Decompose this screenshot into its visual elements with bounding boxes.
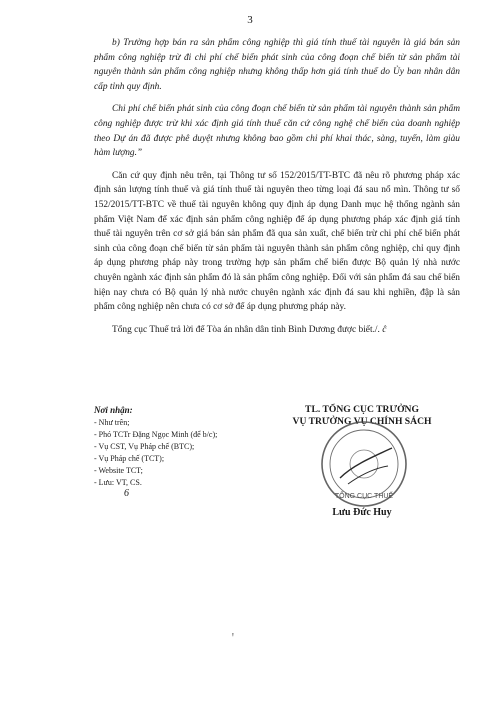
- handwritten-mark: 6: [124, 488, 129, 499]
- signer-name: Lưu Đức Huy: [332, 507, 392, 518]
- paragraph-analysis: Căn cứ quy định nêu trên, tại Thông tư số 152/2015/TT-BTC đã nêu rõ phương pháp xác định sản lượng tính thuế và giá tính thuế tài nguyên theo từng loại đá sau nổ mìn. Thông tư số 152/2015/TT-BTC về thuế tài nguyên không quy định áp dụng Danh mục hệ thống ngành sản phẩm Việt Nam để xác định sản phẩm công nghiệp để áp dụng phương pháp xác định giá tính thuế tài nguyên trên cơ sở giá bán sản phẩm đã qua sản xuất, chế biến trừ chi phí chế biến phát sinh của công đoạn chế biến từ sản phẩm tài nguyên thành sản phẩm công nghiệp, chỉ quy định áp dụng phương pháp này trong trường hợp sản phẩm chế biến được Bộ quản lý nhà nước chuyên ngành xác định sản phẩm đó là sản phẩm công nghiệp. Đối với sản phẩm đá sau chế biến hiện nay chưa có Bộ quản lý nhà nước chuyên ngành xác định đá sau khi nghiền, đập là sản phẩm công nghiệp nên chưa có cơ sở để áp dụng phương pháp này.: [94, 170, 460, 313]
- paragraph-clause-b: b) Trường hợp bán ra sản phẩm công nghiệp thì giá tính thuế tài nguyên là giá bán sản phẩm công nghiệp trừ đi chi phí chế biến phát sinh của công đoạn chế biến từ sản phẩm tài nguyên thành sản phẩm công nghiệp nhưng không thấp hơn giá tính thuế do Ủy ban nhân dân cấp tỉnh quy định.: [94, 38, 460, 92]
- recipients-block: [94, 404, 264, 499]
- recipients-heading: Nơi nhận:: [94, 405, 133, 415]
- svg-text:TỔNG CỤC THUẾ: TỔNG CỤC THUẾ: [334, 493, 394, 500]
- recipient-item: - Website TCT;: [94, 466, 143, 475]
- page-number: 3: [247, 14, 253, 26]
- closing-statement: [94, 323, 460, 338]
- paragraph-processing-cost: Chi phí chế biến phát sinh của công đoạn chế biến từ sản phẩm tài nguyên thành sản phẩm công nghiệp được trừ khi xác định giá tính thuế căn cứ công nghệ chế biến của doanh nghiệp theo Dự án đã được phê duyệt nhưng không bao gồm chi phí khai thác, sàng, tuyển, làm giàu hàm lượng.”: [94, 104, 460, 159]
- official-seal-icon: [318, 418, 410, 510]
- scan-mark: ꞌ: [232, 632, 234, 643]
- recipient-item: - Lưu: VT, CS.: [94, 478, 142, 487]
- recipient-item: - Vụ CST, Vụ Pháp chế (BTC);: [94, 442, 195, 451]
- document-body: [94, 36, 460, 345]
- signer-authority: TL. TỔNG CỤC TRƯỞNG: [305, 404, 419, 415]
- recipient-item: - Vụ Pháp chế (TCT);: [94, 454, 165, 463]
- closing-text: Tổng cục Thuế trả lời để Tòa án nhân dân tỉnh Bình Dương được biết./.: [112, 324, 380, 335]
- signer-department: VỤ TRƯỞNG VỤ CHÍNH SÁCH: [292, 416, 432, 427]
- handwritten-initial: ĉ: [382, 324, 387, 335]
- recipient-item: - Như trên;: [94, 418, 130, 427]
- recipient-item: - Phó TCTr Đặng Ngọc Minh (để b/c);: [94, 430, 218, 439]
